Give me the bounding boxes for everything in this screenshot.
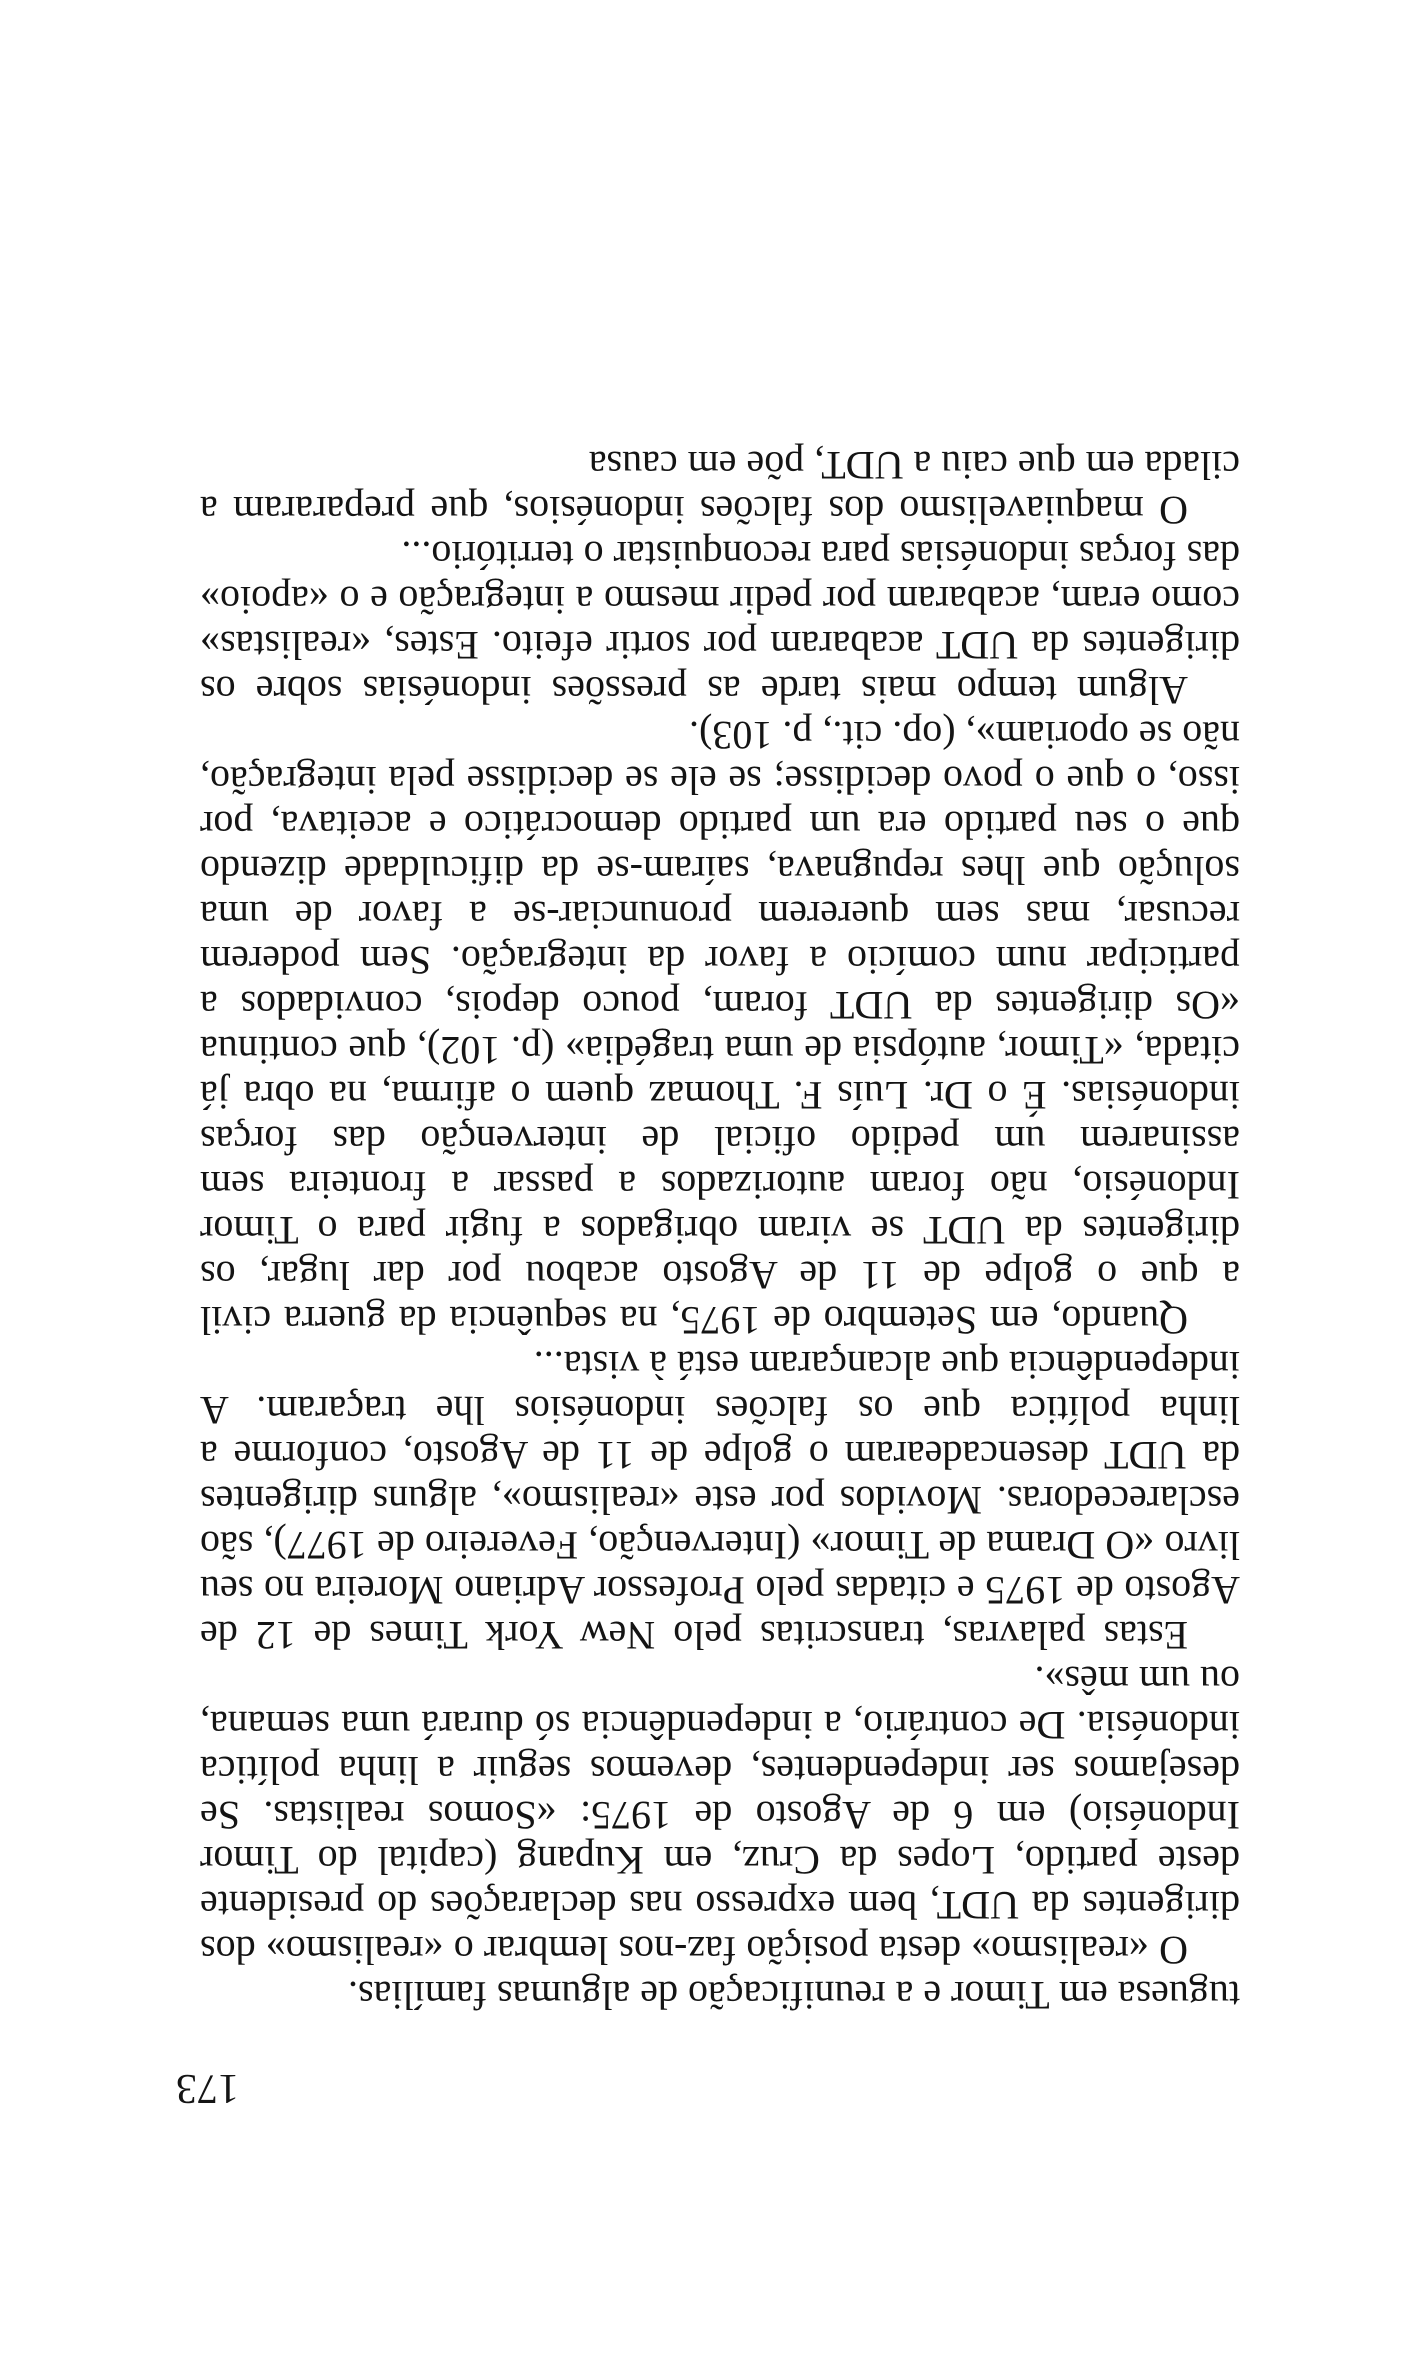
body-text xyxy=(200,443,1240,2018)
paragraph-2: O «realismo» desta posição faz-nos lembrar o «realismo» dos dirigentes da UDT, bem expresso nas declarações do presidente deste partido, Lopes da Cruz, em Kupang (capital do Timor Indonésio) em 6 de Agosto de 1975: «Somos realistas. Se desejamos ser independentes, devemos seguir a linha política indonésia. De contrário, a independência só durará uma semana, ou um mês». xyxy=(200,1658,1240,1973)
paragraph-5: Algum tempo mais tarde as pressões indonésias sobre os dirigentes da UDT acabaram por sortir efeito. Estes, «realistas» como eram, acabaram por pedir mesmo a integração e o «apoio» das forças indonésias para reconquistar o território... xyxy=(200,533,1240,713)
paragraph-3: Estas palavras, transcritas pelo New York Times de 12 de Agosto de 1975 e citadas pelo Professor Adriano Moreira no seu livro «O Drama de Timor» (Intervenção, Fevereiro de 1977), são esclarecedoras. Movidos por este «realismo», alguns dirigentes da UDT desencadearam o golpe de 11 de Agosto, conforme a linha política que os falcões indonésios lhe traçaram. A independência que alcançaram está à vista... xyxy=(200,1343,1240,1658)
paragraph-1: tuguesa em Timor e a reunificação de algumas famílias. xyxy=(348,1973,1240,2018)
paragraph-6: O maquiavelismo dos falcões indonésios, que prepararam a cilada em que caiu a UDT, põe em causa xyxy=(200,443,1240,533)
paragraph-4: Quando, em Setembro de 1975, na sequência da guerra civil a que o golpe de 11 de Agosto acabou por dar lugar, os dirigentes da UDT se viram obrigados a fugir para o Timor Indonésio, não foram autorizados a passar a fronteira sem assinarem um pedido oficial de intervenção das forças indonésias. É o Dr. Luís F. Thomaz quem o afirma, na obra já citada, «Timor, autópsia de uma tragédia» (p. 102), que continua «Os dirigentes da UDT foram, pouco depois, convidados a participar num comício a favor da integração. Sem poderem recusar, mas sem quererem pronunciar-se a favor de uma solução que lhes repugnava, saíram-se da dificuldade dizendo que o seu partido era um partido democrático e aceitava, por isso, o que o povo decidisse; se ele se decidisse pela integração, não se oporiam», (op. cit., p. 103). xyxy=(200,713,1240,1343)
page-number: 173 xyxy=(176,2065,239,2111)
